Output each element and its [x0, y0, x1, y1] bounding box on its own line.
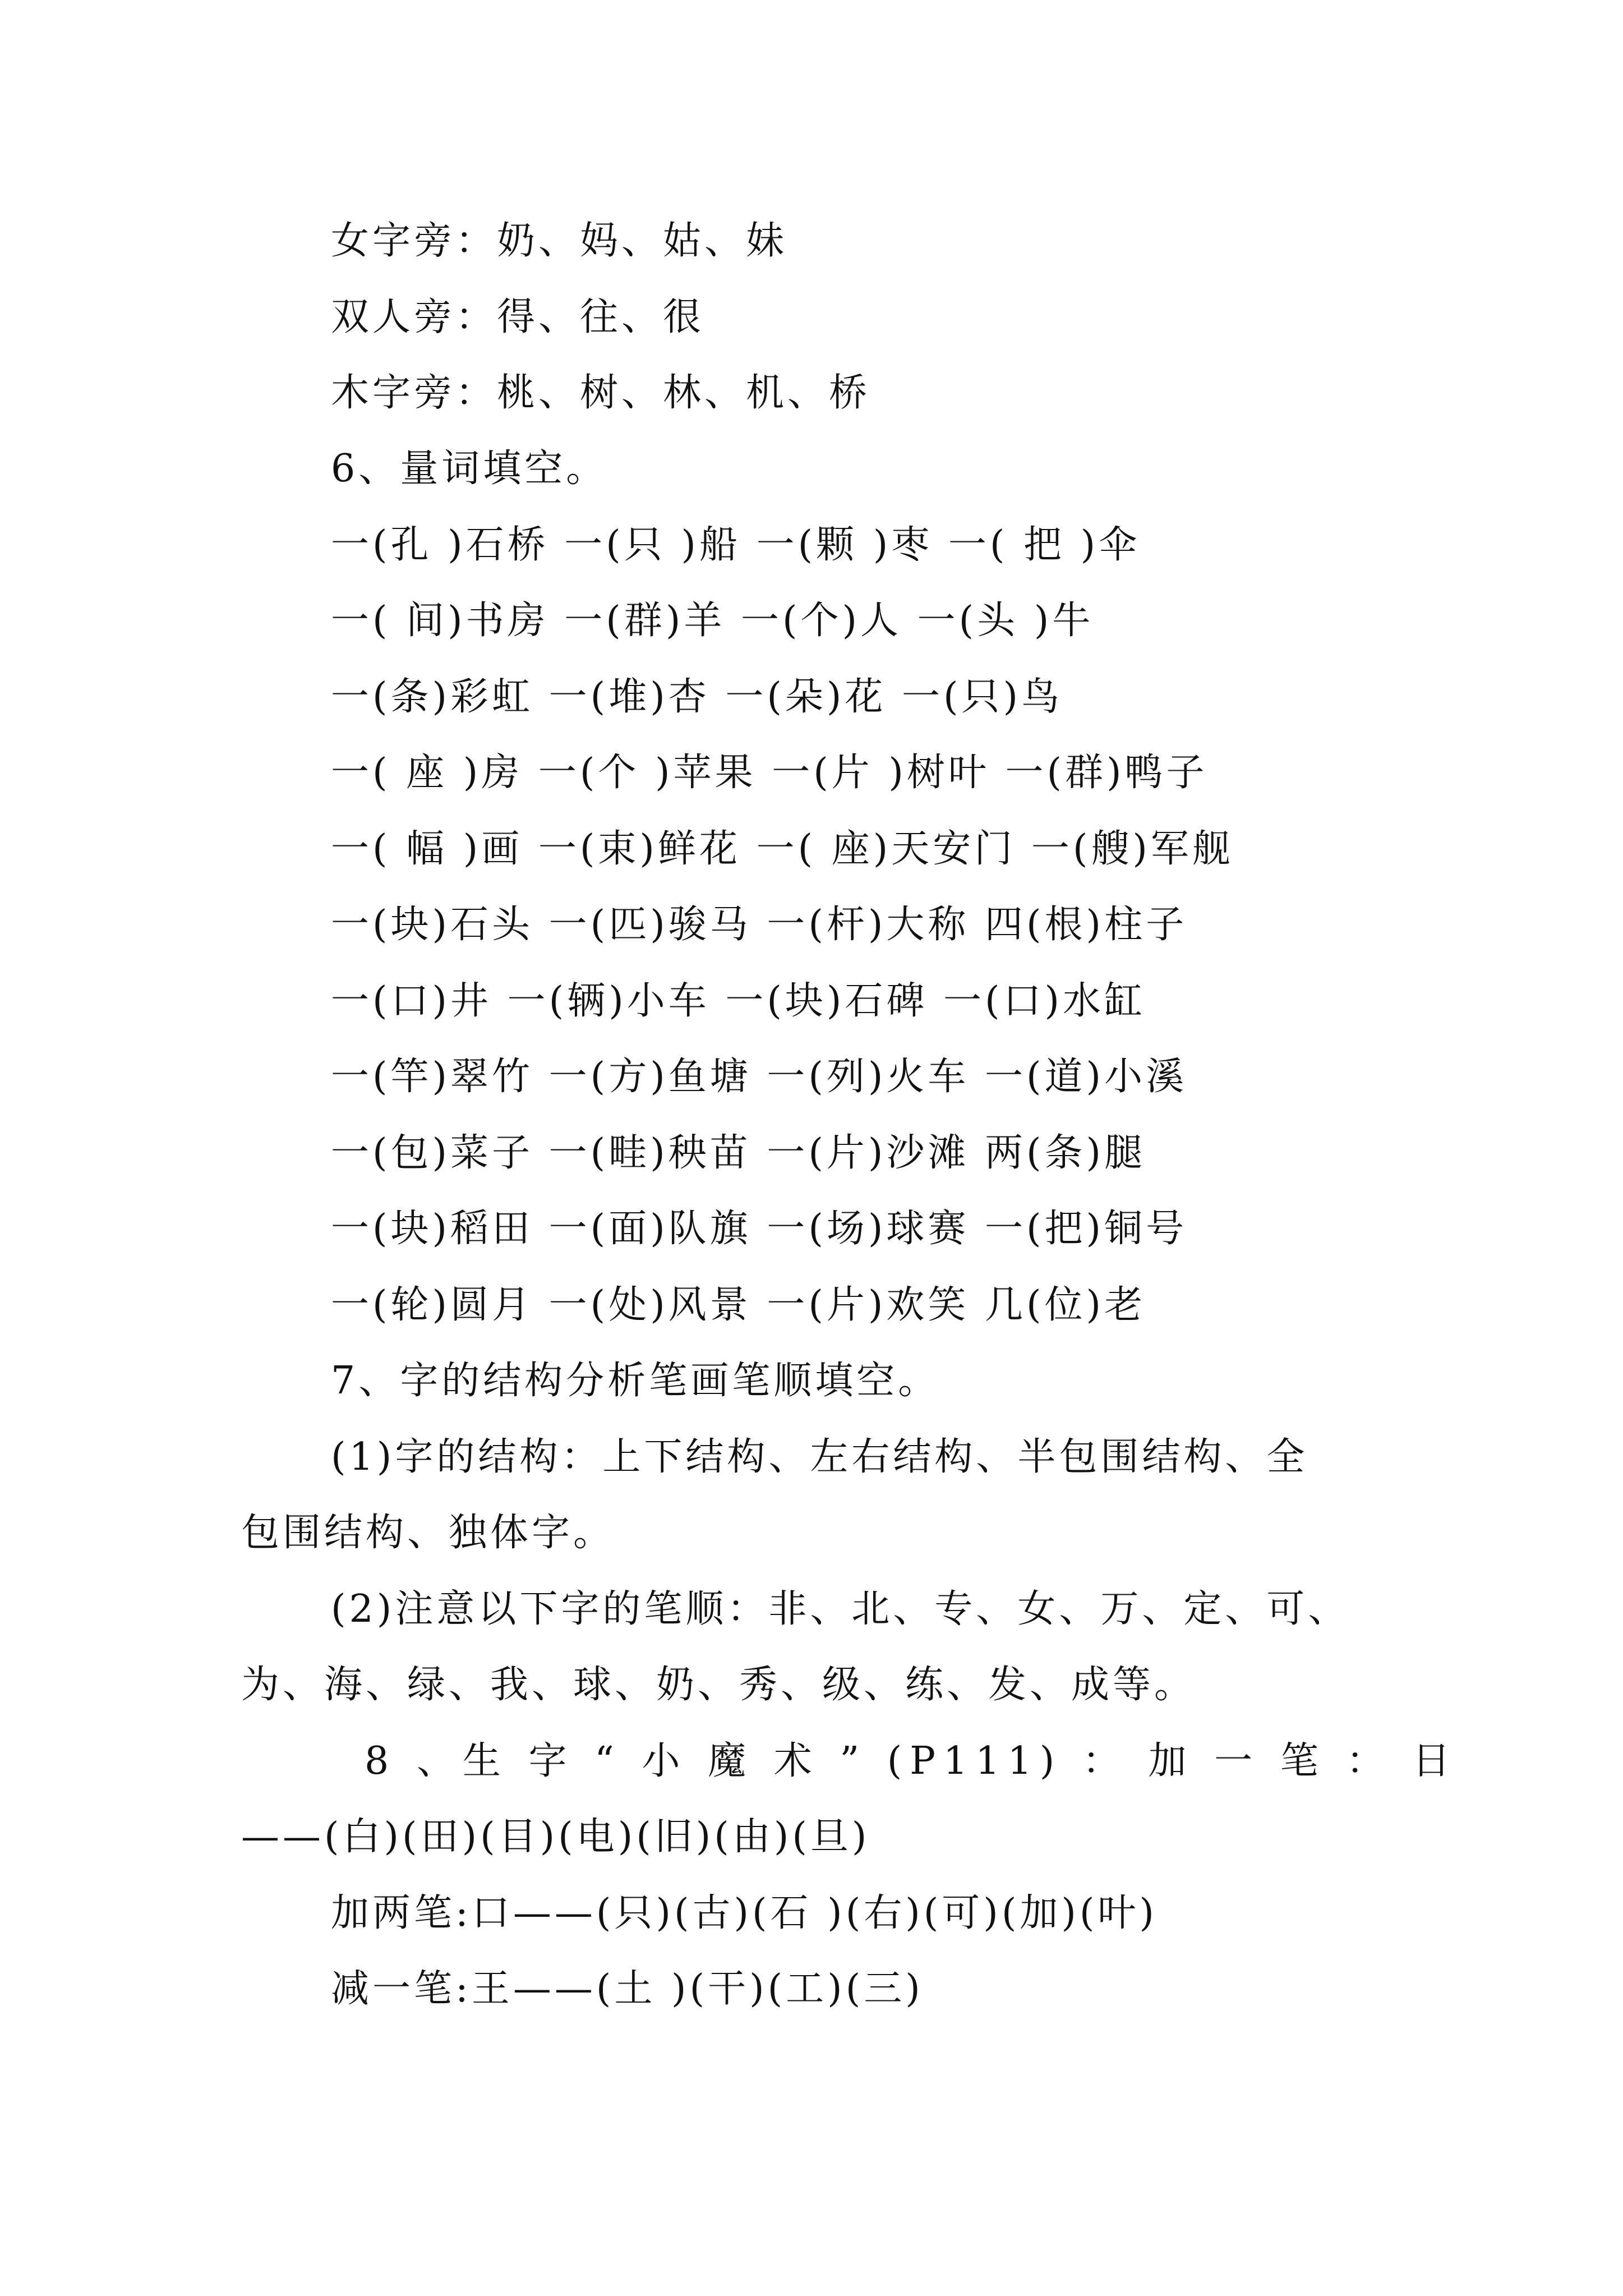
- measure-word-line: 一( 幅 )画 一(束)鲜花 一( 座)天安门 一(艘)军舰: [331, 827, 1234, 871]
- section-8-heading: 8 、生 字 “ 小 魔 术 ” (P111) ： 加 一 笔 ： 日: [365, 1739, 1459, 1783]
- radical-line-mu: 木字旁：桃、树、林、机、桥: [331, 371, 871, 415]
- section-7-heading: 7、字的结构分析笔画笔顺填空。: [331, 1359, 940, 1403]
- section-8-add-one-answers: ——(白)(田)(目)(电)(旧)(由)(旦): [241, 1815, 870, 1859]
- measure-word-line: 一(块)石头 一(匹)骏马 一(杆)大称 四(根)柱子: [331, 903, 1188, 947]
- section-7-item-2: (2)注意以下字的笔顺：非、北、专、女、万、定、可、: [331, 1587, 1350, 1631]
- measure-word-line: 一( 间)书房 一(群)羊 一(个)人 一(头 )牛: [331, 599, 1094, 643]
- measure-word-line: 一(条)彩虹 一(堆)杏 一(朵)花 一(只)鸟: [331, 675, 1063, 719]
- section-7-item-2-cont: 为、海、绿、我、球、奶、秀、级、练、发、成等。: [241, 1663, 1196, 1707]
- section-8-minus-one: 减一笔:王——(土 )(干)(工)(三): [331, 1967, 924, 2011]
- measure-word-line: 一(竿)翠竹 一(方)鱼塘 一(列)火车 一(道)小溪: [331, 1055, 1188, 1099]
- measure-word-line: 一(包)菜子 一(畦)秧苗 一(片)沙滩 两(条)腿: [331, 1131, 1146, 1175]
- section-7-item-1: (1)字的结构：上下结构、左右结构、半包围结构、全: [331, 1435, 1308, 1479]
- measure-word-line: 一(口)井 一(辆)小车 一(块)石碑 一(口)水缸: [331, 979, 1146, 1023]
- measure-word-line: 一(孔 )石桥 一(只 )船 一(颗 )枣 一( 把 )伞: [331, 523, 1141, 567]
- section-7-item-1-cont: 包围结构、独体字。: [241, 1511, 615, 1555]
- radical-line-shuangren: 双人旁：得、往、很: [331, 295, 705, 339]
- radical-line-nv: 女字旁：奶、妈、姑、妹: [331, 219, 788, 263]
- section-6-heading: 6、量词填空。: [331, 447, 608, 491]
- measure-word-line: 一(轮)圆月 一(处)风景 一(片)欢笑 几(位)老: [331, 1283, 1146, 1327]
- measure-word-line: 一(块)稻田 一(面)队旗 一(场)球赛 一(把)铜号: [331, 1207, 1188, 1251]
- measure-word-line: 一( 座 )房 一(个 )苹果 一(片 )树叶 一(群)鸭子: [331, 751, 1208, 795]
- section-8-add-two: 加两笔:口——(只)(古)(石 )(右)(可)(加)(叶): [331, 1891, 1158, 1935]
